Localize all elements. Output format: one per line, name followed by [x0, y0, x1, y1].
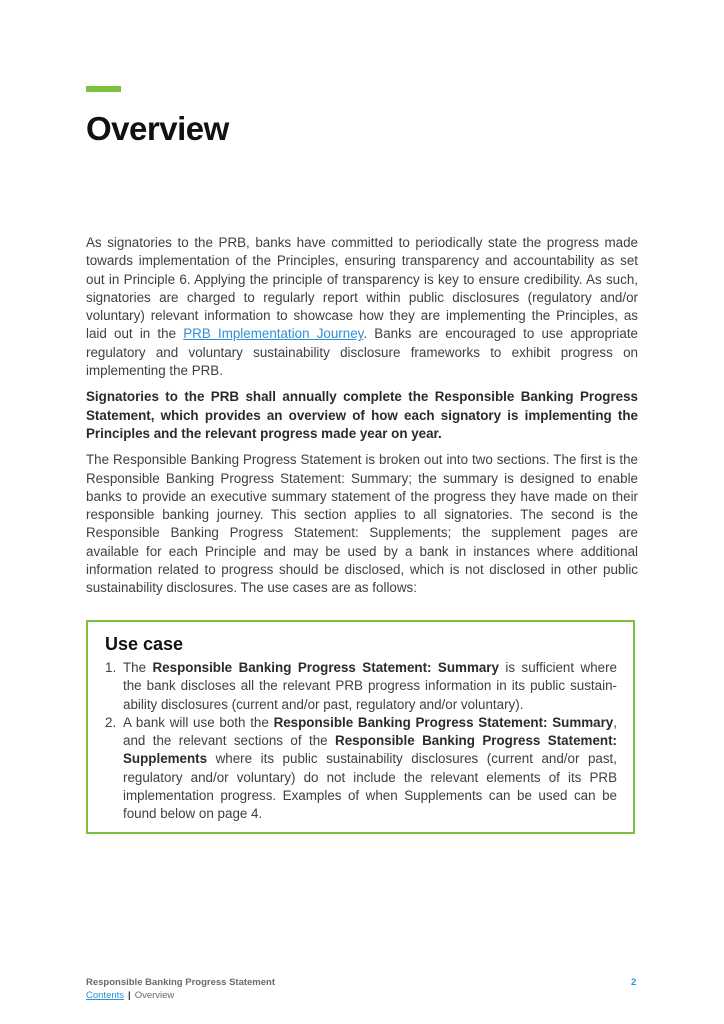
use-case-bold-text: Responsible Banking Progress Statement: Summary — [152, 660, 499, 675]
emphasis-paragraph: Signatories to the PRB shall annually complete the Responsible Banking Progress Statement, which provides an overview of how each signatory is implementing the Principles and the relevant progress made year on year. — [86, 389, 638, 441]
contents-link[interactable]: Contents — [86, 990, 125, 1001]
intro-text-end: . Banks are encouraged to use appropriate regulatory and voluntary sustainability disclosure frameworks to exhibit progress on implementing the PRB. — [86, 326, 638, 379]
use-case-text: , and the relevant sections of the — [123, 714, 617, 749]
body-content — [86, 234, 638, 606]
use-case-number: 2. — [105, 714, 117, 730]
use-case-text: The — [123, 660, 153, 675]
use-case-text: is sufficient where the bank discloses all the relevant PRB progress information in its public sustainability disclosures (current and/or past, regulatory and/or voluntary). — [123, 660, 618, 712]
breadcrumb-separator: | — [128, 990, 131, 1001]
page-number: 2 — [631, 977, 637, 988]
footer-breadcrumb — [86, 990, 174, 1001]
use-case-title: Use case — [105, 634, 184, 654]
use-case-box — [86, 620, 635, 834]
use-case-bold-text: Responsible Banking Progress Statement: Supplements — [123, 733, 617, 767]
use-case-number: 1. — [105, 660, 117, 675]
use-case-item-1 — [105, 659, 617, 714]
intro-text-start: As signatories to the PRB, banks have committed to periodically state the progress made towards implementation of the Principles, ensuring transparency and accountability as set out in Principle 6. Applying the principle of transparency is key to ensure credibility. As such, signatories are charged to regularly report within public disclosures (regulatory and/or voluntary) relevant information to showcase how they are implementing the Principles, as laid out in the — [86, 235, 638, 342]
title-accent-bar — [86, 86, 121, 92]
intro-paragraph — [86, 234, 638, 380]
footer-document-title: Responsible Banking Progress Statement — [86, 977, 275, 988]
use-case-text: A bank will use both the — [123, 714, 274, 730]
use-case-bold-text: Responsible Banking Progress Statement: Summary — [273, 714, 614, 730]
use-case-list — [105, 659, 617, 824]
sections-paragraph: The Responsible Banking Progress Statement is broken out into two sections. The first is the Responsible Banking Progress Statement: Summary; the summary is designed to enable banks to provide an executive summary statement of the progress they have made on their responsible banking journey. This section applies to all signatories. The second is the Responsible Banking Progress Statement: Supplements; the supplement pages are available for each Principle and may be used by a bank in instances where additional information related to progress should be disclosed, which is not disclosed in other public sustainability disclosures. The use cases are as follows: — [86, 452, 638, 596]
use-case-text: where its public sustainability disclosures (current and/or past, regulatory and/or voluntary) do not include the relevant elements of its PRB implementation progress. Examples of when Supplements can be used can be found below on page 4. — [123, 751, 617, 822]
prb-implementation-journey-link[interactable]: PRB Implementation Journey — [183, 326, 364, 342]
use-case-item-2 — [105, 714, 617, 824]
page-title: Overview — [86, 110, 229, 147]
breadcrumb-current-section: Overview — [134, 990, 175, 1001]
